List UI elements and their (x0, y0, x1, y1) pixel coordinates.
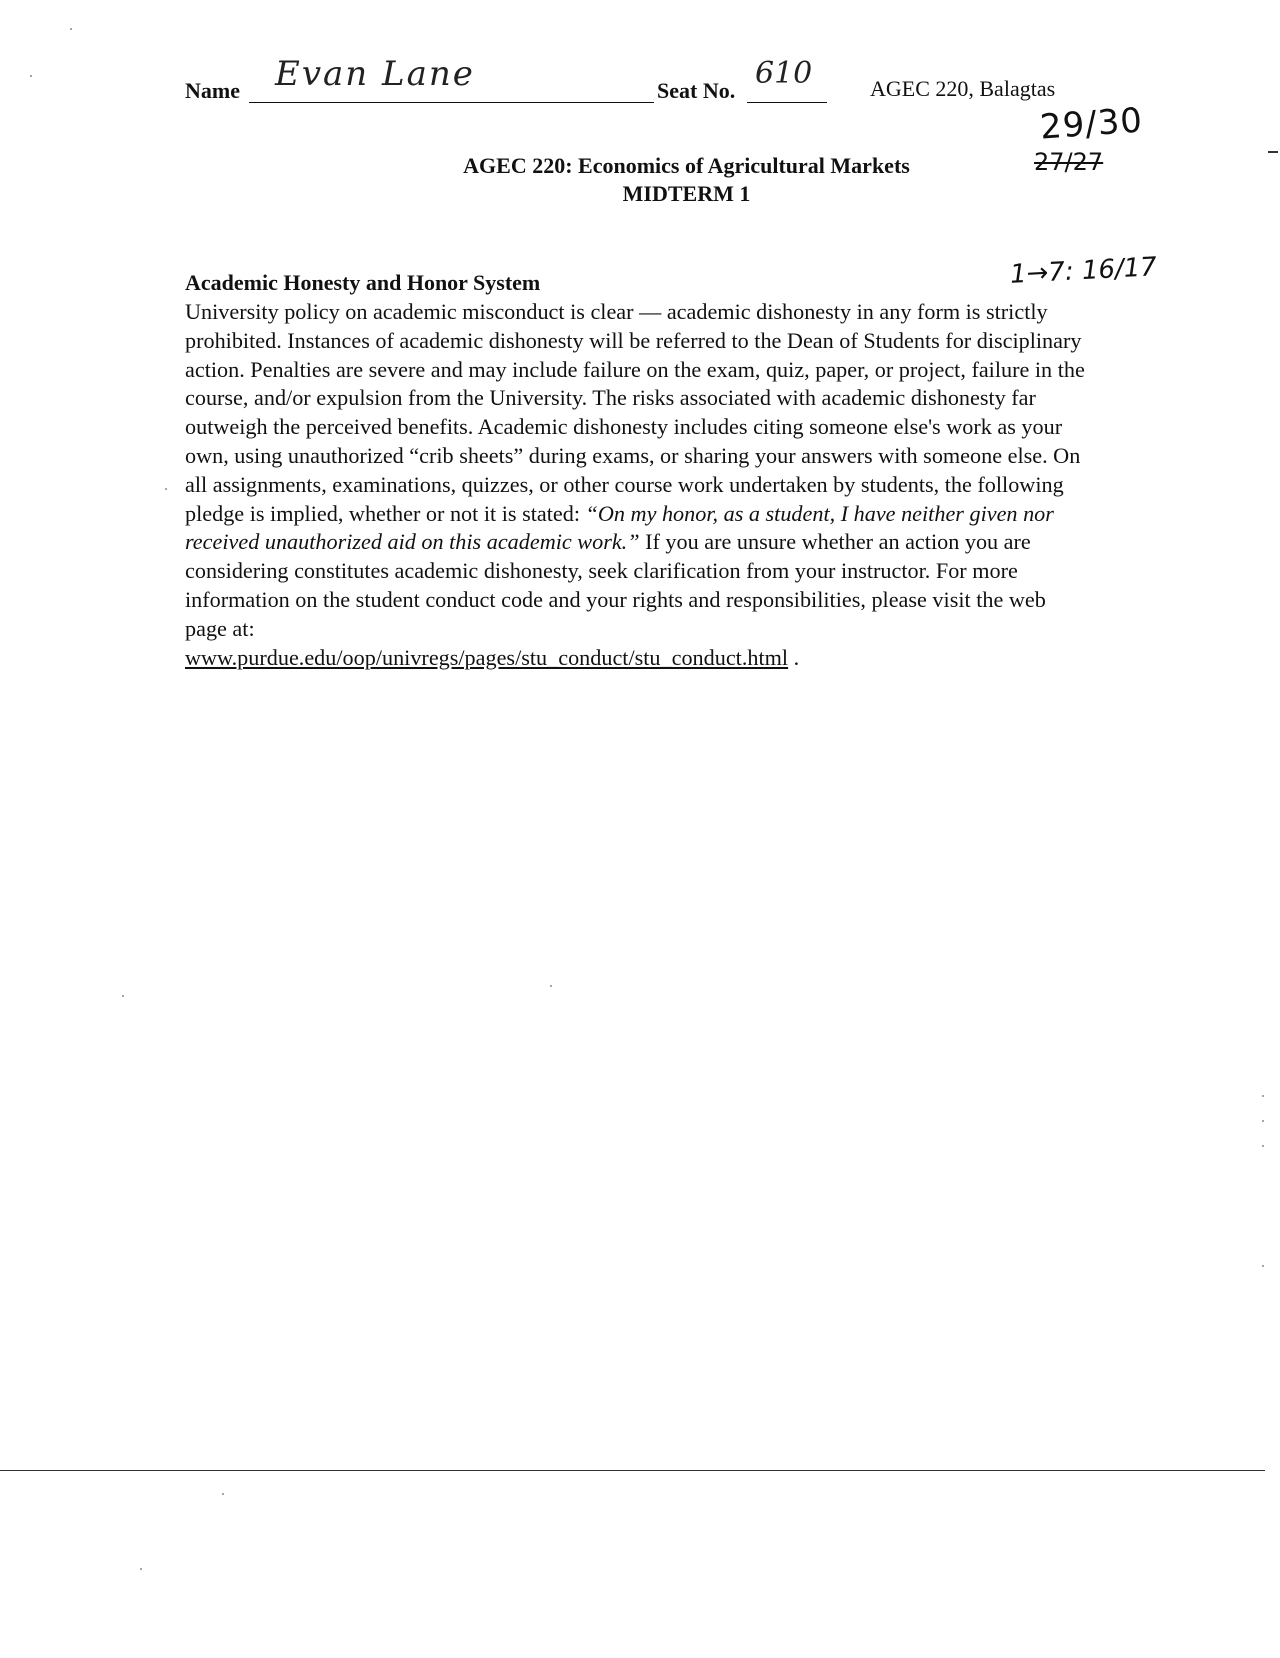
honor-pledge: “On my honor, as a student, I have neither given nor received unauthorized aid on this academic work.” (185, 500, 1054, 555)
scan-speck (122, 995, 124, 997)
scan-speck (222, 1493, 224, 1495)
name-underline (249, 102, 654, 103)
edge-mark (1268, 151, 1278, 153)
exam-header (185, 54, 1085, 103)
scan-speck (1262, 1120, 1264, 1122)
scan-speck (165, 488, 167, 490)
scan-speck (1262, 1145, 1264, 1147)
footer-rule (0, 1470, 1265, 1471)
partial-score-note: 1→7: 16/17 (1009, 252, 1158, 290)
course-title: AGEC 220: Economics of Agricultural Markets (463, 153, 910, 178)
student-name-handwritten: Evan Lane (275, 54, 475, 94)
seat-number-handwritten: 610 (755, 56, 813, 91)
link-suffix: . (788, 644, 800, 670)
scan-speck (1262, 1265, 1264, 1267)
total-score-handwritten: 29/30 (1038, 100, 1145, 148)
name-label: Name (185, 78, 240, 103)
section-heading: Academic Honesty and Honor System (185, 270, 541, 295)
honor-policy-paragraph (185, 298, 1085, 672)
seat-label: Seat No. (657, 78, 736, 103)
exam-name: MIDTERM 1 (622, 181, 751, 206)
policy-text: University policy on academic misconduct is clear — academic dishonesty in any form is strictly prohibited. Instances of academic dishonesty will be referred to the Dean of Students for disciplinary action. Penalties are severe and may include failure on the exam, quiz, paper, or project, failure in the course, and/or expulsion from the University. The risks associated with academic dishonesty far outweigh the perceived benefits. Academic dishonesty includes citing someone else's work as your own, using unauthorized “crib sheets” during exams, or sharing your answers with someone else. On all assignments, examinations, quizzes, or other course work undertaken by students, the following pledge is implied, whether or not it is stated: (185, 299, 1085, 526)
scan-speck (70, 28, 72, 30)
scan-speck (140, 1568, 142, 1570)
struck-score-handwritten: 27/27 (1034, 148, 1104, 176)
scan-speck (30, 75, 32, 77)
policy-text-continued: If you are unsure whether an action you are considering constitutes academic dishonesty, seek clarification from your instructor. For more information on the student conduct code and your rights and responsibilities, please visit the web page at: (185, 529, 1046, 641)
scan-speck (550, 985, 552, 987)
seat-underline (747, 102, 827, 103)
exam-title (0, 152, 1280, 208)
conduct-code-link[interactable]: www.purdue.edu/oop/univregs/pages/stu_conduct/stu_conduct.html (185, 644, 789, 670)
scan-speck (1262, 1095, 1264, 1097)
course-instructor-tag: AGEC 220, Balagtas (870, 76, 1056, 101)
